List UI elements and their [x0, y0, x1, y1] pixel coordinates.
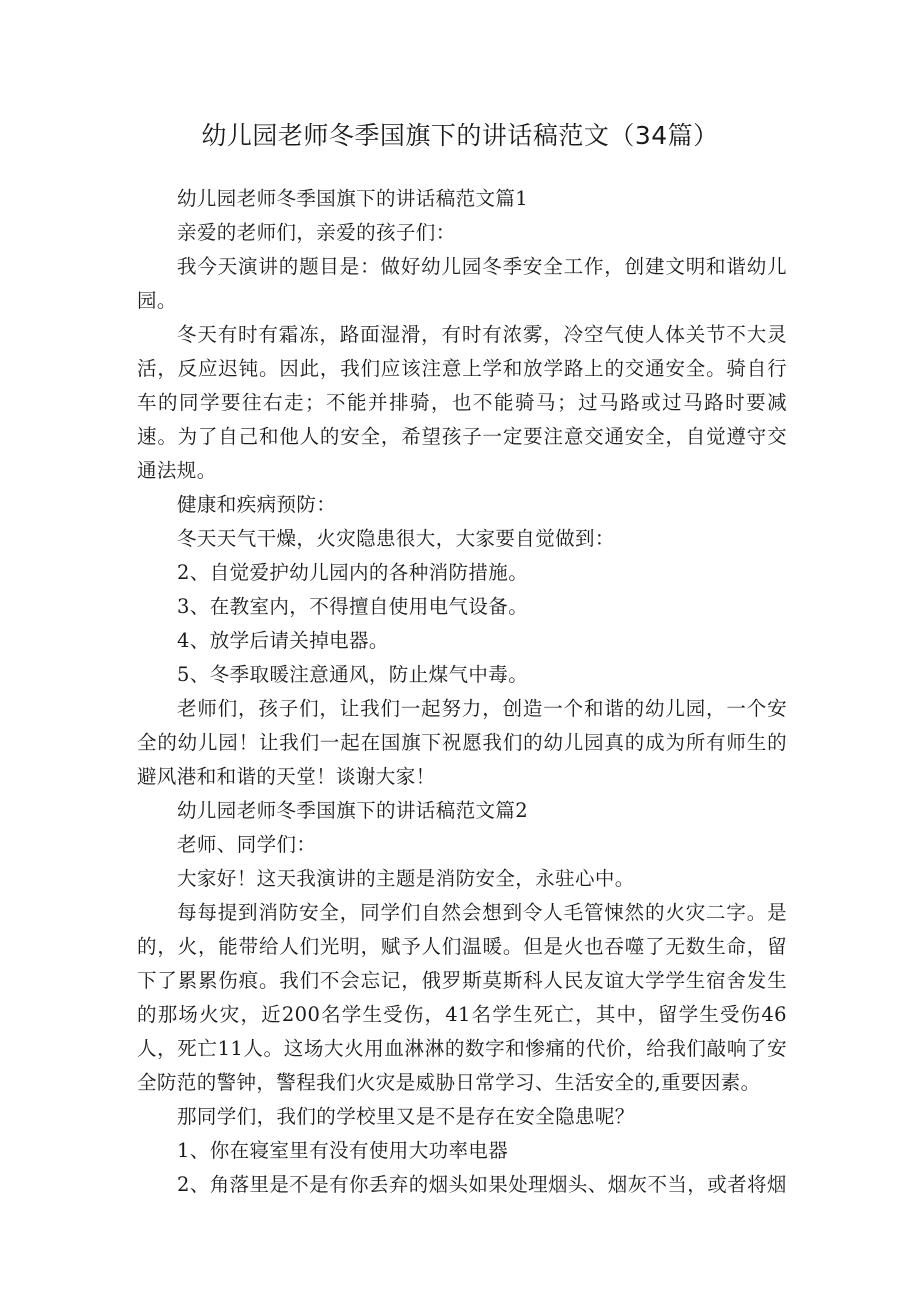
- paragraph: 每每提到消防安全，同学们自然会想到令人毛管悚然的火灾二字。是的，火，能带给人们光明，赋予人们温暖。但是火也吞噬了无数生命，留下了累累伤痕。我们不会忘记，俄罗斯莫斯科人民友谊大学学生宿舍发生的那场火灾，近200名学生受伤，41名学生死亡，其中，留学生受伤46人，死亡11人。这场大火用血淋淋的数字和惨痛的代价，给我们敲响了安全防范的警钟，警程我们火灾是威胁日常学习、生活安全的,重要因素。: [137, 901, 787, 1094]
- salutation: 老师、同学们：: [177, 833, 317, 856]
- paragraph: 那同学们，我们的学校里又是不是存在安全隐患呢？: [177, 1105, 635, 1128]
- paragraph: 冬天天气干燥，火灾隐患很大，大家要自觉做到：: [177, 527, 615, 550]
- document-title: 幼儿园老师冬季国旗下的讲话稿范文（34篇）: [201, 121, 719, 150]
- list-item: 3、在教室内，不得擅自使用电气设备。: [177, 595, 529, 618]
- paragraph: 我今天演讲的题目是：做好幼儿园冬季安全工作，创建文明和谐幼儿园。: [137, 255, 787, 312]
- paragraph: 健康和疾病预防：: [177, 493, 337, 516]
- list-item: 5、冬季取暖注意通风，防止煤气中毒。: [177, 663, 529, 686]
- list-item: 4、放学后请关掉电器。: [177, 629, 389, 652]
- section-heading-2: 幼儿园老师冬季国旗下的讲话稿范文篇2: [177, 799, 529, 822]
- list-item: 2、角落里是不是有你丢弃的烟头如果处理烟头、烟灰不当，或者将烟: [177, 1173, 787, 1196]
- salutation: 亲爱的老师们，亲爱的孩子们：: [177, 221, 456, 244]
- list-item: 2、自觉爱护幼儿园内的各种消防措施。: [177, 561, 529, 584]
- document-body: [137, 182, 787, 1202]
- paragraph: 老师们，孩子们，让我们一起努力，创造一个和谐的幼儿园，一个安全的幼儿园！让我们一起在国旗下祝愿我们的幼儿园真的成为所有师生的避风港和和谐的天堂！谈谢大家！: [137, 697, 787, 788]
- paragraph: 大家好！这天我演讲的主题是消防安全，永驻心中。: [177, 867, 635, 890]
- section-heading-1: 幼儿园老师冬季国旗下的讲话稿范文篇1: [177, 187, 529, 210]
- paragraph: 冬天有时有霜冻，路面湿滑，有时有浓雾，冷空气使人体关节不大灵活，反应迟钝。因此，我们应该注意上学和放学路上的交通安全。骑自行车的同学要往右走；不能并排骑，也不能骑马；过马路或过马路时要减速。为了自己和他人的安全，希望孩子一定要注意交通安全，自觉遵守交通法规。: [137, 323, 787, 482]
- list-item: 1、你在寝室里有没有使用大功率电器: [177, 1139, 509, 1162]
